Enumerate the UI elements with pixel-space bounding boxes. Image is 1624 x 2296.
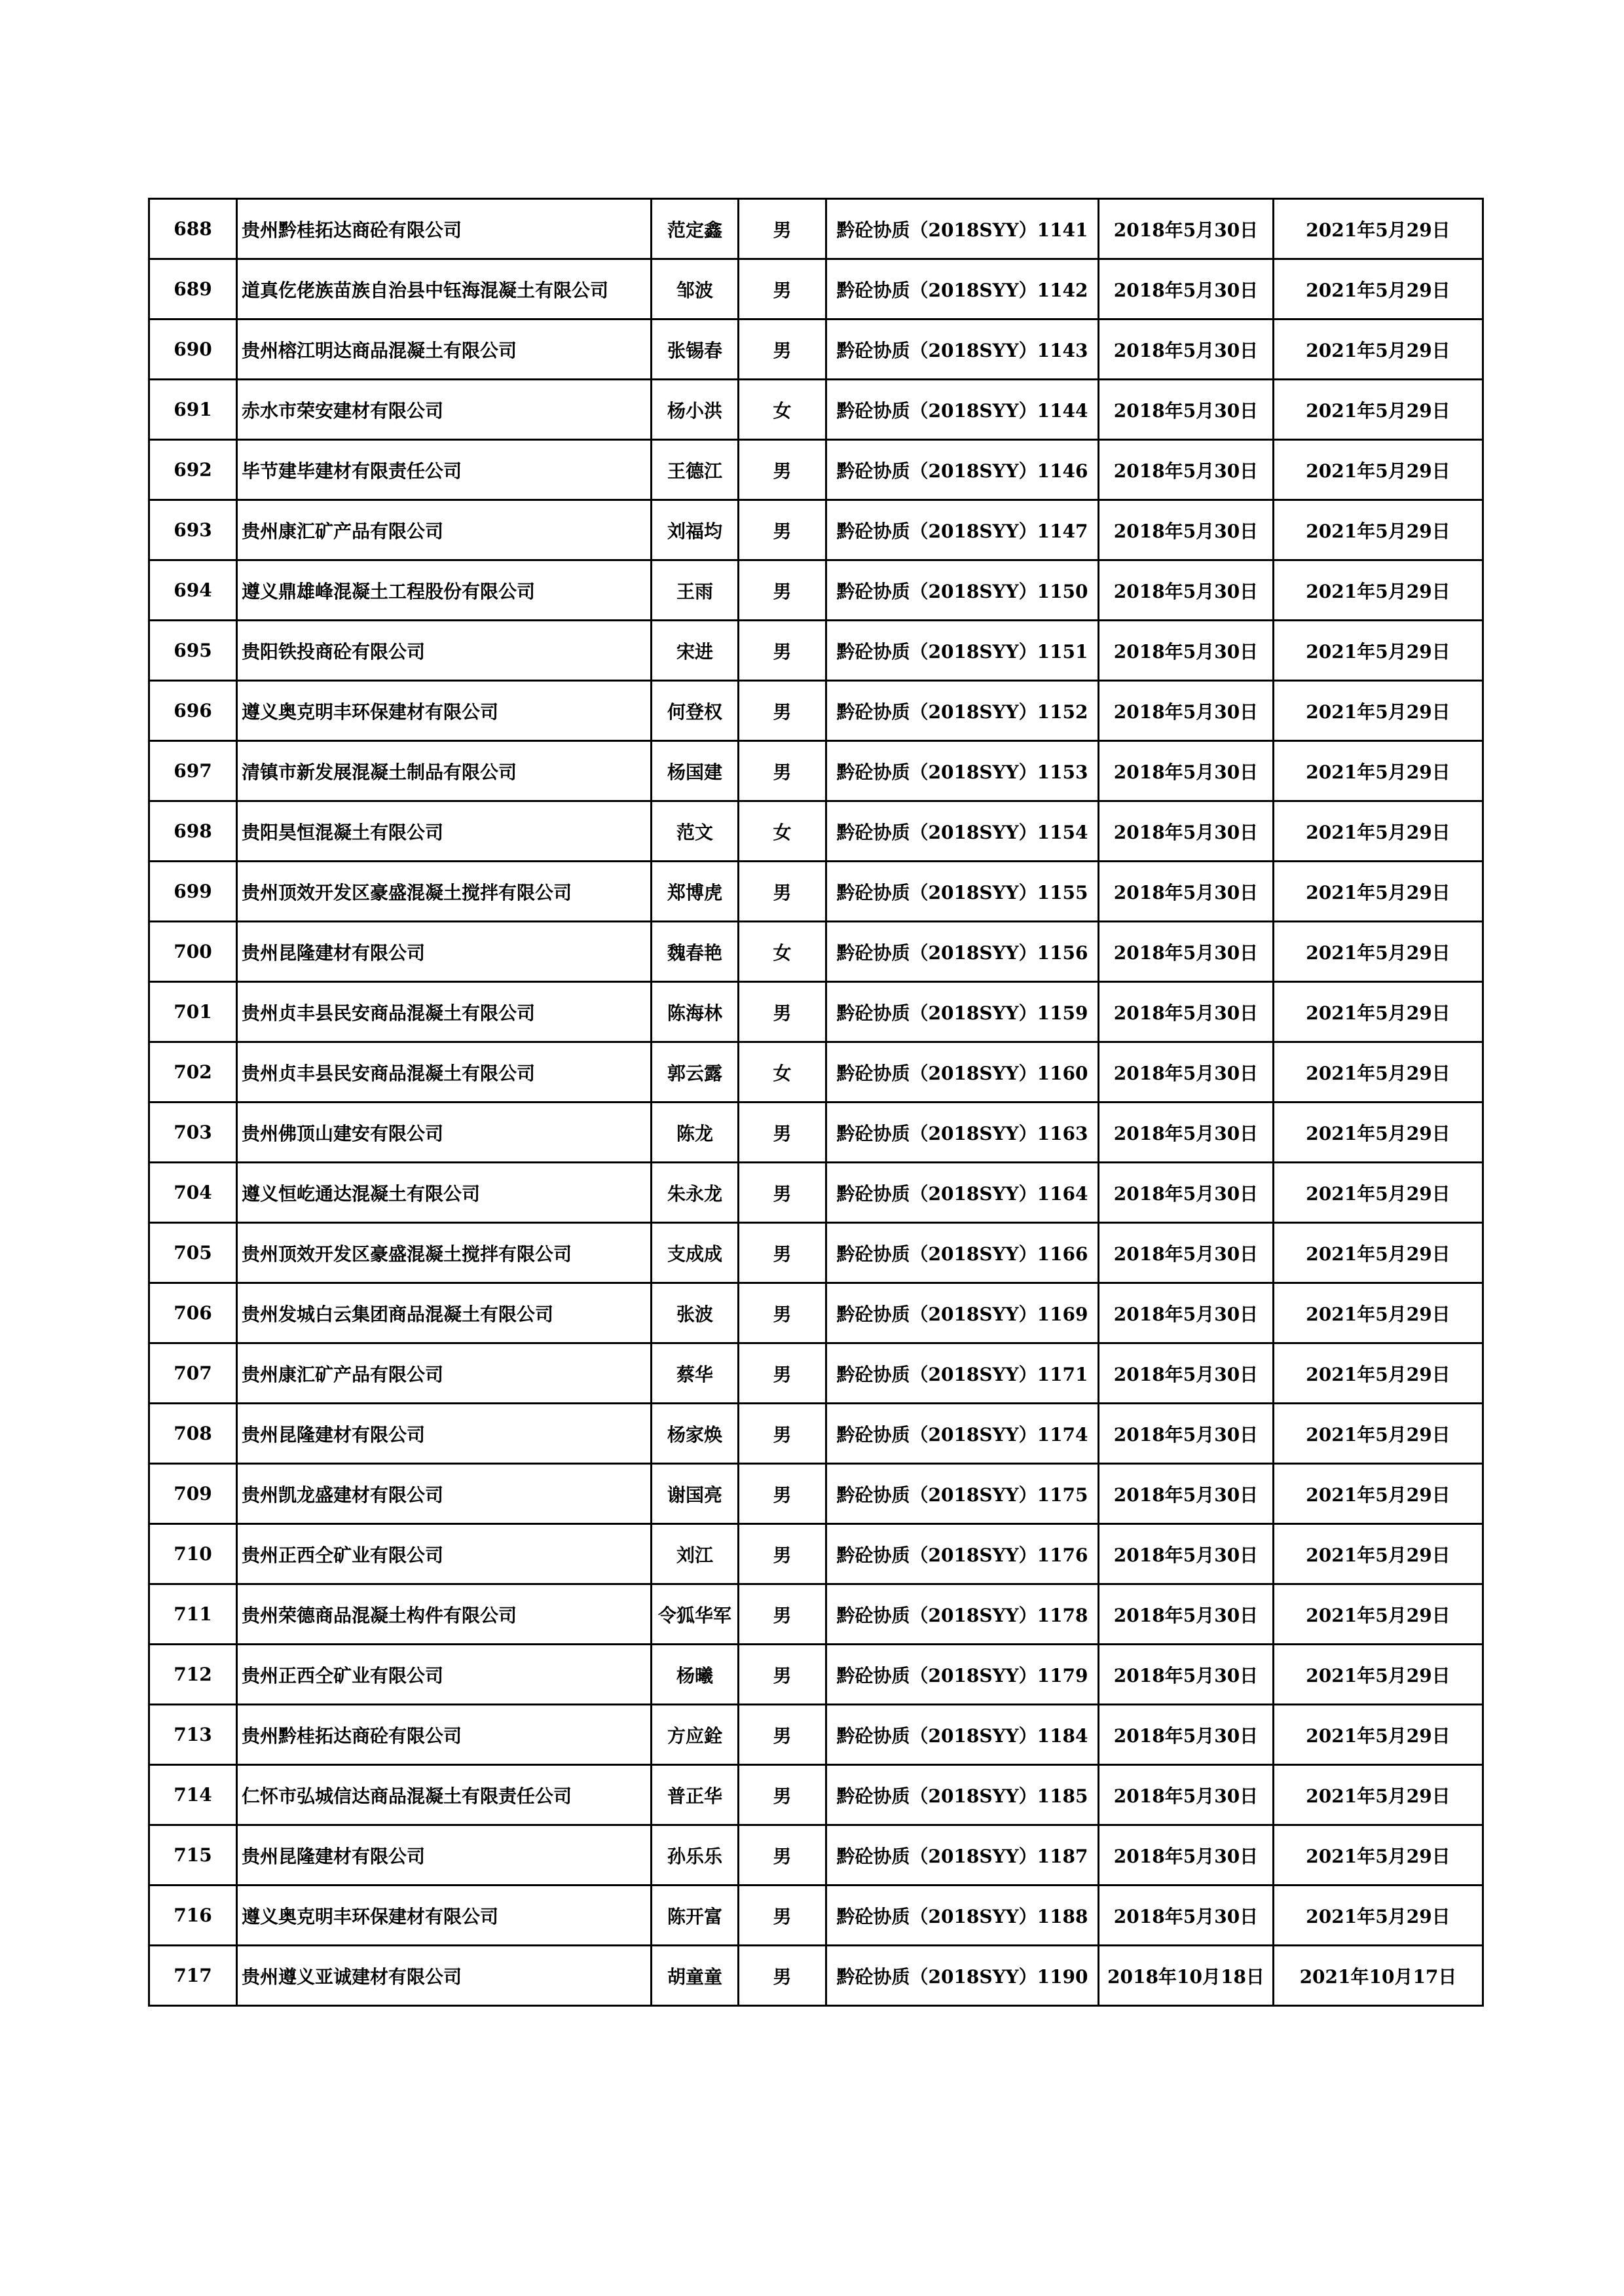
row-number-cell: 716: [149, 1886, 237, 1946]
issue-date-cell: 2018年5月30日: [1099, 681, 1274, 741]
person-name-cell: 刘福均: [652, 500, 739, 560]
certificate-number-cell: 黔砼协质（2018SYY）1159: [826, 982, 1099, 1042]
certificate-number-cell: 黔砼协质（2018SYY）1144: [826, 380, 1099, 440]
row-number-cell: 715: [149, 1825, 237, 1886]
expiry-date-cell: 2021年5月29日: [1274, 1825, 1483, 1886]
row-number-cell: 707: [149, 1343, 237, 1404]
issue-date-cell: 2018年5月30日: [1099, 621, 1274, 681]
person-name-cell: 宋进: [652, 621, 739, 681]
row-number-cell: 699: [149, 862, 237, 922]
row-number-cell: 701: [149, 982, 237, 1042]
person-name-cell: 胡童童: [652, 1946, 739, 2006]
expiry-date-cell: 2021年5月29日: [1274, 922, 1483, 982]
company-name-cell: 贵州顶效开发区豪盛混凝土搅拌有限公司: [237, 1223, 652, 1283]
table-row: [149, 1645, 1483, 1705]
row-number-cell: 692: [149, 440, 237, 500]
table-row: [149, 681, 1483, 741]
issue-date-cell: 2018年5月30日: [1099, 1102, 1274, 1163]
person-name-cell: 杨曦: [652, 1645, 739, 1705]
table-row: [149, 1163, 1483, 1223]
certificate-number-cell: 黔砼协质（2018SYY）1169: [826, 1283, 1099, 1343]
table-row: [149, 560, 1483, 621]
person-name-cell: 郭云露: [652, 1042, 739, 1102]
person-name-cell: 魏春艳: [652, 922, 739, 982]
certificate-number-cell: 黔砼协质（2018SYY）1190: [826, 1946, 1099, 2006]
person-name-cell: 方应銓: [652, 1705, 739, 1765]
company-name-cell: 贵州凯龙盛建材有限公司: [237, 1464, 652, 1524]
certificate-number-cell: 黔砼协质（2018SYY）1179: [826, 1645, 1099, 1705]
expiry-date-cell: 2021年5月29日: [1274, 500, 1483, 560]
certificate-number-cell: 黔砼协质（2018SYY）1166: [826, 1223, 1099, 1283]
table-row: [149, 1886, 1483, 1946]
expiry-date-cell: 2021年5月29日: [1274, 621, 1483, 681]
gender-cell: 男: [739, 1946, 826, 2006]
person-name-cell: 陈开富: [652, 1886, 739, 1946]
gender-cell: 男: [739, 1765, 826, 1825]
issue-date-cell: 2018年5月30日: [1099, 1584, 1274, 1645]
company-name-cell: 贵州贞丰县民安商品混凝土有限公司: [237, 982, 652, 1042]
certificate-number-cell: 黔砼协质（2018SYY）1187: [826, 1825, 1099, 1886]
gender-cell: 男: [739, 319, 826, 380]
gender-cell: 男: [739, 259, 826, 319]
issue-date-cell: 2018年5月30日: [1099, 199, 1274, 259]
table-row: [149, 982, 1483, 1042]
issue-date-cell: 2018年5月30日: [1099, 259, 1274, 319]
certificate-number-cell: 黔砼协质（2018SYY）1188: [826, 1886, 1099, 1946]
expiry-date-cell: 2021年5月29日: [1274, 801, 1483, 862]
gender-cell: 女: [739, 1042, 826, 1102]
person-name-cell: 蔡华: [652, 1343, 739, 1404]
certificate-number-cell: 黔砼协质（2018SYY）1163: [826, 1102, 1099, 1163]
table-row: [149, 380, 1483, 440]
person-name-cell: 王雨: [652, 560, 739, 621]
certificate-number-cell: 黔砼协质（2018SYY）1175: [826, 1464, 1099, 1524]
row-number-cell: 691: [149, 380, 237, 440]
row-number-cell: 702: [149, 1042, 237, 1102]
gender-cell: 男: [739, 1705, 826, 1765]
table-row: [149, 500, 1483, 560]
table-row: [149, 1825, 1483, 1886]
table-row: [149, 319, 1483, 380]
table-row: [149, 1042, 1483, 1102]
issue-date-cell: 2018年10月18日: [1099, 1946, 1274, 2006]
issue-date-cell: 2018年5月30日: [1099, 380, 1274, 440]
company-name-cell: 清镇市新发展混凝土制品有限公司: [237, 741, 652, 801]
gender-cell: 男: [739, 741, 826, 801]
issue-date-cell: 2018年5月30日: [1099, 1765, 1274, 1825]
company-name-cell: 贵州佛顶山建安有限公司: [237, 1102, 652, 1163]
expiry-date-cell: 2021年5月29日: [1274, 982, 1483, 1042]
person-name-cell: 刘江: [652, 1524, 739, 1584]
gender-cell: 男: [739, 621, 826, 681]
person-name-cell: 令狐华军: [652, 1584, 739, 1645]
expiry-date-cell: 2021年5月29日: [1274, 1343, 1483, 1404]
gender-cell: 男: [739, 862, 826, 922]
expiry-date-cell: 2021年5月29日: [1274, 1163, 1483, 1223]
row-number-cell: 693: [149, 500, 237, 560]
table-row: [149, 1283, 1483, 1343]
row-number-cell: 690: [149, 319, 237, 380]
expiry-date-cell: 2021年5月29日: [1274, 1524, 1483, 1584]
issue-date-cell: 2018年5月30日: [1099, 1825, 1274, 1886]
row-number-cell: 696: [149, 681, 237, 741]
gender-cell: 男: [739, 1645, 826, 1705]
table-row: [149, 440, 1483, 500]
table-row: [149, 1102, 1483, 1163]
company-name-cell: 贵州昆隆建材有限公司: [237, 1404, 652, 1464]
row-number-cell: 700: [149, 922, 237, 982]
table-row: [149, 1765, 1483, 1825]
person-name-cell: 普正华: [652, 1765, 739, 1825]
table-row: [149, 922, 1483, 982]
issue-date-cell: 2018年5月30日: [1099, 1705, 1274, 1765]
company-name-cell: 赤水市荣安建材有限公司: [237, 380, 652, 440]
certificate-number-cell: 黔砼协质（2018SYY）1174: [826, 1404, 1099, 1464]
company-name-cell: 遵义奥克明丰环保建材有限公司: [237, 681, 652, 741]
person-name-cell: 杨小洪: [652, 380, 739, 440]
certificate-table: [148, 198, 1484, 2007]
company-name-cell: 贵州荣德商品混凝土构件有限公司: [237, 1584, 652, 1645]
company-name-cell: 贵州遵义亚诚建材有限公司: [237, 1946, 652, 2006]
issue-date-cell: 2018年5月30日: [1099, 741, 1274, 801]
gender-cell: 男: [739, 1524, 826, 1584]
certificate-number-cell: 黔砼协质（2018SYY）1153: [826, 741, 1099, 801]
certificate-number-cell: 黔砼协质（2018SYY）1143: [826, 319, 1099, 380]
issue-date-cell: 2018年5月30日: [1099, 1283, 1274, 1343]
gender-cell: 男: [739, 1404, 826, 1464]
person-name-cell: 张锡春: [652, 319, 739, 380]
company-name-cell: 贵州康汇矿产品有限公司: [237, 500, 652, 560]
expiry-date-cell: 2021年5月29日: [1274, 1223, 1483, 1283]
table-row: [149, 1946, 1483, 2006]
gender-cell: 男: [739, 1283, 826, 1343]
company-name-cell: 贵州顶效开发区豪盛混凝土搅拌有限公司: [237, 862, 652, 922]
expiry-date-cell: 2021年5月29日: [1274, 681, 1483, 741]
person-name-cell: 杨国建: [652, 741, 739, 801]
person-name-cell: 孙乐乐: [652, 1825, 739, 1886]
row-number-cell: 705: [149, 1223, 237, 1283]
row-number-cell: 697: [149, 741, 237, 801]
issue-date-cell: 2018年5月30日: [1099, 1645, 1274, 1705]
gender-cell: 男: [739, 1223, 826, 1283]
gender-cell: 男: [739, 500, 826, 560]
table-row: [149, 741, 1483, 801]
certificate-number-cell: 黔砼协质（2018SYY）1176: [826, 1524, 1099, 1584]
certificate-number-cell: 黔砼协质（2018SYY）1154: [826, 801, 1099, 862]
row-number-cell: 712: [149, 1645, 237, 1705]
expiry-date-cell: 2021年5月29日: [1274, 1464, 1483, 1524]
expiry-date-cell: 2021年5月29日: [1274, 199, 1483, 259]
company-name-cell: 毕节建毕建材有限责任公司: [237, 440, 652, 500]
issue-date-cell: 2018年5月30日: [1099, 1524, 1274, 1584]
gender-cell: 男: [739, 1825, 826, 1886]
issue-date-cell: 2018年5月30日: [1099, 1343, 1274, 1404]
certificate-number-cell: 黔砼协质（2018SYY）1152: [826, 681, 1099, 741]
certificate-number-cell: 黔砼协质（2018SYY）1178: [826, 1584, 1099, 1645]
certificate-number-cell: 黔砼协质（2018SYY）1147: [826, 500, 1099, 560]
gender-cell: 男: [739, 1886, 826, 1946]
gender-cell: 男: [739, 1163, 826, 1223]
gender-cell: 男: [739, 982, 826, 1042]
company-name-cell: 道真仡佬族苗族自治县中钰海混凝土有限公司: [237, 259, 652, 319]
issue-date-cell: 2018年5月30日: [1099, 982, 1274, 1042]
row-number-cell: 704: [149, 1163, 237, 1223]
issue-date-cell: 2018年5月30日: [1099, 500, 1274, 560]
gender-cell: 女: [739, 801, 826, 862]
row-number-cell: 694: [149, 560, 237, 621]
table-row: [149, 1705, 1483, 1765]
expiry-date-cell: 2021年5月29日: [1274, 1102, 1483, 1163]
person-name-cell: 支成成: [652, 1223, 739, 1283]
gender-cell: 女: [739, 380, 826, 440]
table-row: [149, 621, 1483, 681]
gender-cell: 男: [739, 681, 826, 741]
expiry-date-cell: 2021年5月29日: [1274, 259, 1483, 319]
row-number-cell: 709: [149, 1464, 237, 1524]
expiry-date-cell: 2021年5月29日: [1274, 1584, 1483, 1645]
company-name-cell: 贵州正西仝矿业有限公司: [237, 1645, 652, 1705]
table-row: [149, 199, 1483, 259]
table-row: [149, 1223, 1483, 1283]
table-row: [149, 1584, 1483, 1645]
expiry-date-cell: 2021年5月29日: [1274, 1283, 1483, 1343]
person-name-cell: 朱永龙: [652, 1163, 739, 1223]
issue-date-cell: 2018年5月30日: [1099, 862, 1274, 922]
issue-date-cell: 2018年5月30日: [1099, 1042, 1274, 1102]
table-row: [149, 1464, 1483, 1524]
certificate-number-cell: 黔砼协质（2018SYY）1146: [826, 440, 1099, 500]
company-name-cell: 遵义奥克明丰环保建材有限公司: [237, 1886, 652, 1946]
expiry-date-cell: 2021年10月17日: [1274, 1946, 1483, 2006]
issue-date-cell: 2018年5月30日: [1099, 1886, 1274, 1946]
issue-date-cell: 2018年5月30日: [1099, 1464, 1274, 1524]
row-number-cell: 710: [149, 1524, 237, 1584]
person-name-cell: 郑博虎: [652, 862, 739, 922]
expiry-date-cell: 2021年5月29日: [1274, 560, 1483, 621]
certificate-number-cell: 黔砼协质（2018SYY）1142: [826, 259, 1099, 319]
person-name-cell: 谢国亮: [652, 1464, 739, 1524]
row-number-cell: 708: [149, 1404, 237, 1464]
table-row: [149, 1524, 1483, 1584]
person-name-cell: 杨家焕: [652, 1404, 739, 1464]
company-name-cell: 贵州榕江明达商品混凝土有限公司: [237, 319, 652, 380]
certificate-number-cell: 黔砼协质（2018SYY）1150: [826, 560, 1099, 621]
company-name-cell: 仁怀市弘城信达商品混凝土有限责任公司: [237, 1765, 652, 1825]
expiry-date-cell: 2021年5月29日: [1274, 1645, 1483, 1705]
certificate-number-cell: 黔砼协质（2018SYY）1171: [826, 1343, 1099, 1404]
issue-date-cell: 2018年5月30日: [1099, 922, 1274, 982]
certificate-number-cell: 黔砼协质（2018SYY）1160: [826, 1042, 1099, 1102]
certificate-number-cell: 黔砼协质（2018SYY）1155: [826, 862, 1099, 922]
row-number-cell: 717: [149, 1946, 237, 2006]
company-name-cell: 遵义恒屹通达混凝土有限公司: [237, 1163, 652, 1223]
expiry-date-cell: 2021年5月29日: [1274, 1765, 1483, 1825]
person-name-cell: 范文: [652, 801, 739, 862]
row-number-cell: 706: [149, 1283, 237, 1343]
person-name-cell: 陈龙: [652, 1102, 739, 1163]
gender-cell: 男: [739, 1584, 826, 1645]
row-number-cell: 698: [149, 801, 237, 862]
certificate-number-cell: 黔砼协质（2018SYY）1156: [826, 922, 1099, 982]
expiry-date-cell: 2021年5月29日: [1274, 319, 1483, 380]
expiry-date-cell: 2021年5月29日: [1274, 440, 1483, 500]
gender-cell: 男: [739, 1464, 826, 1524]
table-row: [149, 1343, 1483, 1404]
gender-cell: 男: [739, 199, 826, 259]
expiry-date-cell: 2021年5月29日: [1274, 1705, 1483, 1765]
gender-cell: 女: [739, 922, 826, 982]
gender-cell: 男: [739, 440, 826, 500]
issue-date-cell: 2018年5月30日: [1099, 560, 1274, 621]
row-number-cell: 713: [149, 1705, 237, 1765]
certificate-number-cell: 黔砼协质（2018SYY）1164: [826, 1163, 1099, 1223]
table-row: [149, 862, 1483, 922]
person-name-cell: 陈海林: [652, 982, 739, 1042]
table-row: [149, 801, 1483, 862]
table-row: [149, 259, 1483, 319]
person-name-cell: 何登权: [652, 681, 739, 741]
person-name-cell: 邹波: [652, 259, 739, 319]
issue-date-cell: 2018年5月30日: [1099, 440, 1274, 500]
company-name-cell: 贵州昆隆建材有限公司: [237, 1825, 652, 1886]
gender-cell: 男: [739, 560, 826, 621]
table-row: [149, 1404, 1483, 1464]
issue-date-cell: 2018年5月30日: [1099, 1163, 1274, 1223]
company-name-cell: 贵州贞丰县民安商品混凝土有限公司: [237, 1042, 652, 1102]
row-number-cell: 703: [149, 1102, 237, 1163]
gender-cell: 男: [739, 1102, 826, 1163]
company-name-cell: 贵州昆隆建材有限公司: [237, 922, 652, 982]
company-name-cell: 贵州黔桂拓达商砼有限公司: [237, 1705, 652, 1765]
expiry-date-cell: 2021年5月29日: [1274, 1886, 1483, 1946]
row-number-cell: 695: [149, 621, 237, 681]
row-number-cell: 688: [149, 199, 237, 259]
certificate-table-container: [148, 198, 1484, 2007]
issue-date-cell: 2018年5月30日: [1099, 1404, 1274, 1464]
company-name-cell: 贵阳铁投商砼有限公司: [237, 621, 652, 681]
person-name-cell: 范定鑫: [652, 199, 739, 259]
certificate-number-cell: 黔砼协质（2018SYY）1184: [826, 1705, 1099, 1765]
company-name-cell: 遵义鼎雄峰混凝土工程股份有限公司: [237, 560, 652, 621]
issue-date-cell: 2018年5月30日: [1099, 1223, 1274, 1283]
person-name-cell: 王德江: [652, 440, 739, 500]
row-number-cell: 714: [149, 1765, 237, 1825]
expiry-date-cell: 2021年5月29日: [1274, 380, 1483, 440]
person-name-cell: 张波: [652, 1283, 739, 1343]
company-name-cell: 贵州发城白云集团商品混凝土有限公司: [237, 1283, 652, 1343]
table-body: [149, 199, 1483, 2006]
gender-cell: 男: [739, 1343, 826, 1404]
expiry-date-cell: 2021年5月29日: [1274, 862, 1483, 922]
certificate-number-cell: 黔砼协质（2018SYY）1151: [826, 621, 1099, 681]
certificate-number-cell: 黔砼协质（2018SYY）1141: [826, 199, 1099, 259]
company-name-cell: 贵州正西仝矿业有限公司: [237, 1524, 652, 1584]
certificate-number-cell: 黔砼协质（2018SYY）1185: [826, 1765, 1099, 1825]
issue-date-cell: 2018年5月30日: [1099, 319, 1274, 380]
row-number-cell: 689: [149, 259, 237, 319]
issue-date-cell: 2018年5月30日: [1099, 801, 1274, 862]
company-name-cell: 贵州康汇矿产品有限公司: [237, 1343, 652, 1404]
expiry-date-cell: 2021年5月29日: [1274, 1042, 1483, 1102]
expiry-date-cell: 2021年5月29日: [1274, 741, 1483, 801]
company-name-cell: 贵州黔桂拓达商砼有限公司: [237, 199, 652, 259]
company-name-cell: 贵阳昊恒混凝土有限公司: [237, 801, 652, 862]
row-number-cell: 711: [149, 1584, 237, 1645]
expiry-date-cell: 2021年5月29日: [1274, 1404, 1483, 1464]
